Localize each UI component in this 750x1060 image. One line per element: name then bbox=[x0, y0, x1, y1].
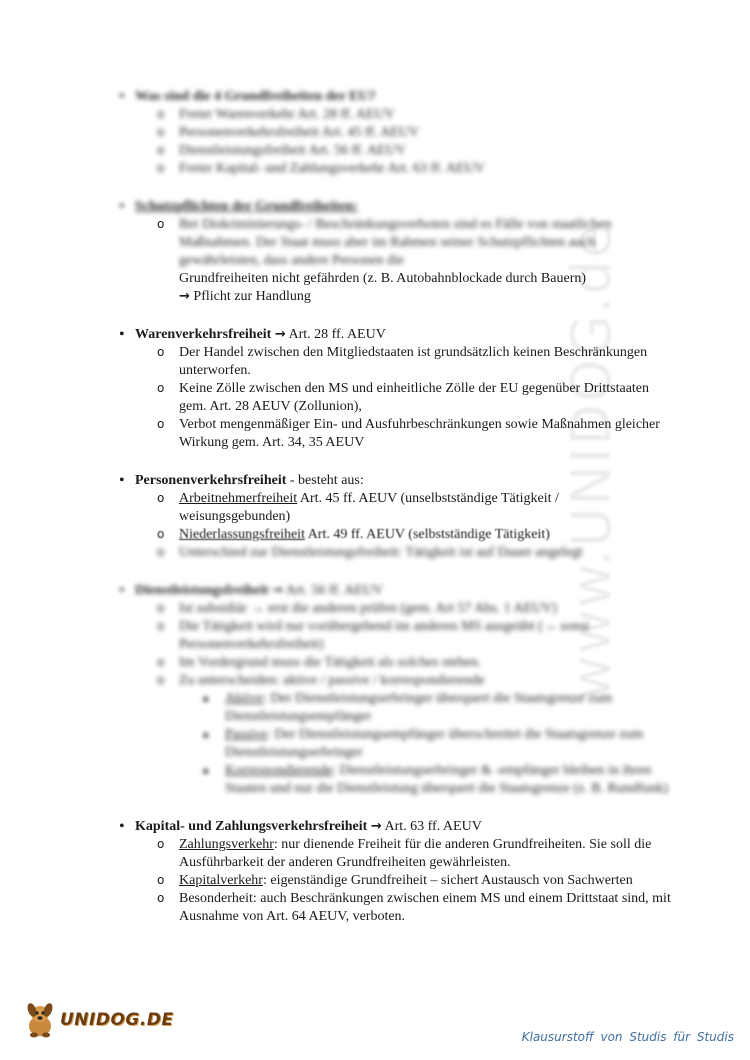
list-item: o Die Tätigkeit wird nur vorübergehend im anderen MS ausgeübt (→ sonst Personenverkehrsfreiheit) bbox=[113, 618, 673, 654]
list-item: o Freier Kapital- und Zahlungsverkehr Art. 63 ff. AEUV bbox=[113, 160, 673, 178]
sub-list-item: ■ Aktive: Der Dienstleistungserbringer überquert die Staatsgrenze zum Dienstleistungsempfänger bbox=[113, 690, 673, 726]
footer-tagline: Klausurstoff von Studis für Studis bbox=[521, 1030, 734, 1044]
list-item: o Der Handel zwischen den Mitgliedstaaten ist grundsätzlich keinen Beschränkungen unterworfen. bbox=[113, 344, 673, 380]
list-item: o Zu unterscheiden: aktive / passive / korrespondierende bbox=[113, 672, 673, 690]
logo-text: UNIDOG.DE bbox=[60, 1010, 174, 1030]
list-item: o Im Vordergrund muss die Tätigkeit als solches stehen. bbox=[113, 654, 673, 672]
watermark: www.UNIDOG.de bbox=[560, 222, 623, 700]
sub-list-item: ■ Passive: Der Dienstleistungsempfänger überschreitet die Staatsgrenze zum Dienstleistungserbringer bbox=[113, 726, 673, 762]
section-personenverkehrsfreiheit bbox=[113, 472, 673, 562]
unidog-logo bbox=[22, 995, 174, 1045]
section-grundfreiheiten bbox=[113, 88, 673, 178]
section-heading: • Kapital- und Zahlungsverkehrsfreiheit → Art. 63 ff. AEUV bbox=[113, 818, 673, 836]
list-item: o Freier Warenverkehr Art. 28 ff. AEUV bbox=[113, 106, 673, 124]
section-heading: • Dienstleistungsfreiheit → Art. 56 ff. AEUV bbox=[113, 582, 673, 600]
sub-list-item: ■ Korrespondierende: Dienstleistungserbringer & -empfänger bleiben in ihren Staaten und nur die Dienstleistung überquert die Staatsgrenze (z. B. Rundfunk) bbox=[113, 762, 673, 798]
list-item: o Kapitalverkehr: eigenständige Grundfreiheit – sichert Austausch von Sachwerten bbox=[113, 872, 673, 890]
section-heading: • Warenverkehrsfreiheit → Art. 28 ff. AEUV bbox=[113, 326, 673, 344]
list-item: o Dienstleistungsfreiheit Art. 56 ff. AEUV bbox=[113, 142, 673, 160]
list-item: o Unterschied zur Dienstleistungsfreiheit: Tätigkeit ist auf Dauer angelegt bbox=[113, 544, 673, 562]
section-heading: • Schutzpflichten der Grundfreiheiten: bbox=[113, 198, 673, 216]
dog-icon bbox=[22, 1000, 58, 1040]
list-item: o Bei Diskriminierungs- / Beschränkungsverboten sind es Fälle von staatlichen Maßnahmen. Der Staat muss aber im Rahmen seiner Schutzpflichten auch gewährleisten, dass andere Personen die Grundfreiheiten nicht gefährden (z. B. Autobahnblockade durch Bauern) → Pflicht zur Handlung bbox=[113, 216, 673, 306]
section-heading: • Personenverkehrsfreiheit - besteht aus: bbox=[113, 472, 673, 490]
list-item: o Zahlungsverkehr: nur dienende Freiheit für die anderen Grundfreiheiten. Sie soll die Ausführbarkeit der anderen Grundfreiheiten gewährleisten. bbox=[113, 836, 673, 872]
list-item: o Personenverkehrsfreiheit Art. 45 ff. AEUV bbox=[113, 124, 673, 142]
document-body bbox=[113, 88, 673, 946]
list-item: o Besonderheit: auch Beschränkungen zwischen einem MS und einem Drittstaat sind, mit Ausnahme von Art. 64 AEUV, verboten. bbox=[113, 890, 673, 926]
section-warenverkehrsfreiheit bbox=[113, 326, 673, 452]
list-item: o Keine Zölle zwischen den MS und einheitliche Zölle der EU gegenüber Drittstaaten gem. Art. 28 AEUV (Zollunion), bbox=[113, 380, 673, 416]
list-item: o Arbeitnehmerfreiheit Art. 45 ff. AEUV (unselbstständige Tätigkeit / weisungsgebunden) bbox=[113, 490, 673, 526]
list-item: o Ist subsidiär → erst die anderen prüfen (gem. Art 57 Abs. 1 AEUV) bbox=[113, 600, 673, 618]
list-item: o Niederlassungsfreiheit Art. 49 ff. AEUV (selbstständige Tätigkeit) bbox=[113, 526, 673, 544]
list-item: o Verbot mengenmäßiger Ein- und Ausfuhrbeschränkungen sowie Maßnahmen gleicher Wirkung gem. Art. 34, 35 AEUV bbox=[113, 416, 673, 452]
section-schutzpflichten bbox=[113, 198, 673, 306]
section-dienstleistungsfreiheit bbox=[113, 582, 673, 798]
section-heading: • Was sind die 4 Grundfreiheiten der EU? bbox=[113, 88, 673, 106]
section-kapitalverkehrsfreiheit bbox=[113, 818, 673, 926]
